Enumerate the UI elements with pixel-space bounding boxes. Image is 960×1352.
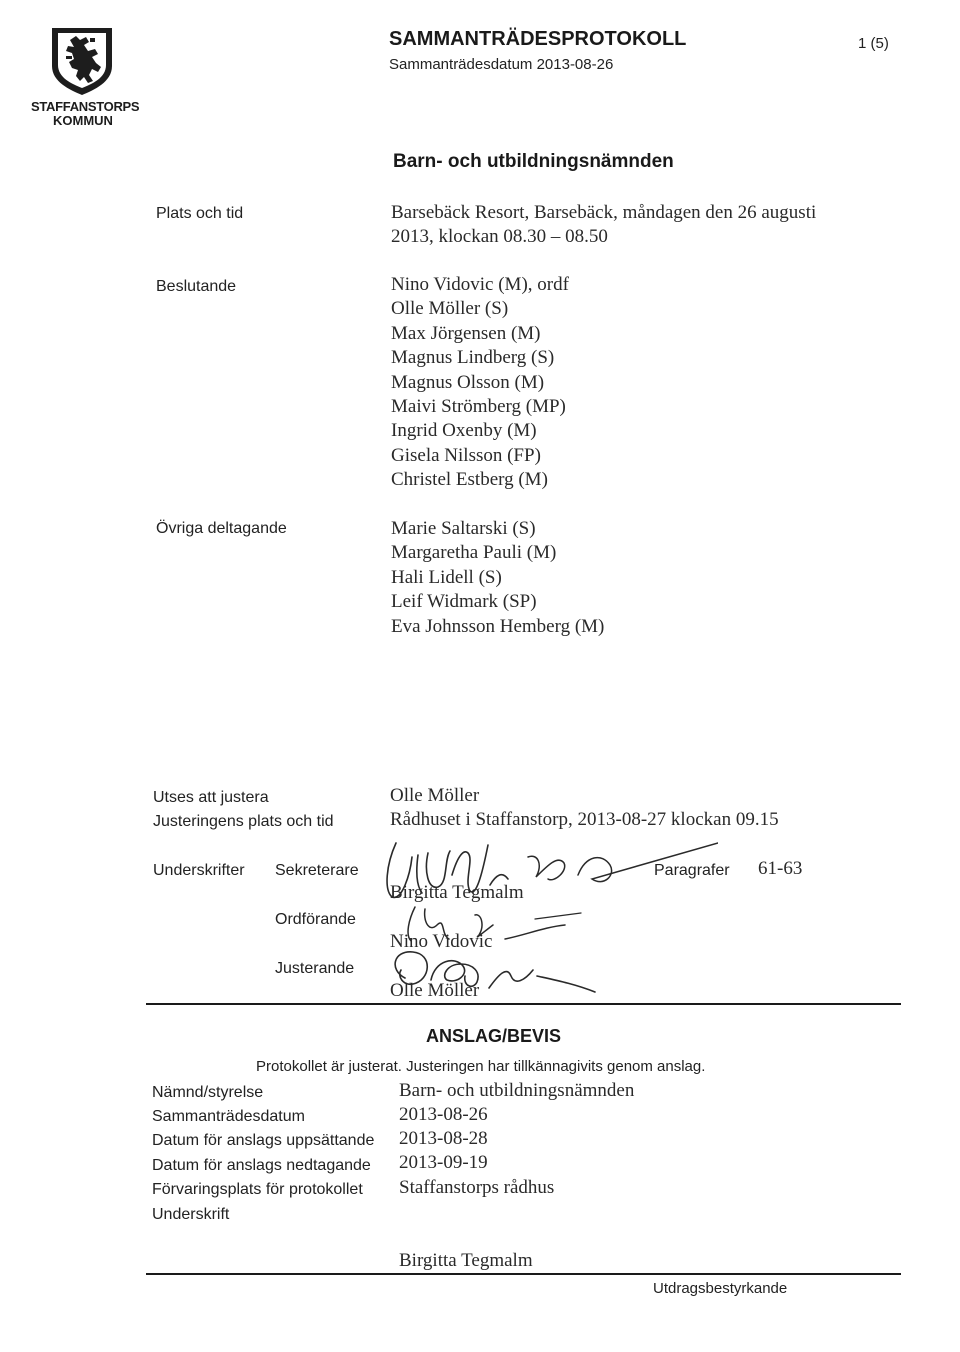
place-time-label: Plats och tid	[156, 205, 244, 222]
participant-name: Hali Lidell (S)	[391, 566, 502, 588]
secretary-label: Sekreterare	[275, 862, 359, 879]
member-name: Christel Estberg (M)	[391, 469, 548, 491]
meeting-date: Sammanträdesdatum 2013-08-26	[389, 56, 614, 73]
adjustment-place-time-value: Rådhuset i Staffanstorp, 2013-08-27 klockan 09.15	[390, 809, 779, 830]
notice-row-value: Barn- och utbildningsnämnden	[399, 1080, 635, 1101]
member-name: Olle Möller (S)	[391, 298, 509, 320]
notice-title: ANSLAG/BEVIS	[426, 1026, 562, 1046]
notice-row-label: Datum för anslags nedtagande	[152, 1157, 371, 1174]
notice-row-label: Förvaringsplats för protokollet	[152, 1181, 363, 1198]
participant-name: Marie Saltarski (S)	[391, 518, 536, 539]
adjuster-signature	[385, 940, 625, 1000]
member-name: Gisela Nilsson (FP)	[391, 444, 541, 466]
other-participants-label: Övriga deltagande	[156, 520, 287, 537]
footer-certification: Utdragsbestyrkande	[653, 1280, 788, 1297]
notice-row-label: Nämnd/styrelse	[152, 1084, 264, 1101]
participant-name: Margaretha Pauli (M)	[391, 542, 557, 564]
place-time-value	[391, 201, 816, 250]
adjuster-appointed-value: Olle Möller	[390, 785, 480, 806]
member-name: Magnus Lindberg (S)	[391, 347, 555, 369]
participant-name: Eva Johnsson Hemberg (M)	[391, 615, 605, 637]
member-name: Nino Vidovic (M), ordf	[391, 274, 569, 295]
adjuster-name: Olle Möller	[390, 980, 480, 1001]
org-name-line2: KOMMUN	[53, 113, 113, 128]
participant-name: Leif Widmark (SP)	[391, 591, 537, 613]
place-time-line: Barsebäck Resort, Barsebäck, måndagen den 26 augusti	[391, 202, 817, 223]
adjustment-place-time-label: Justeringens plats och tid	[153, 813, 334, 830]
notice-row-label: Datum för anslags uppsättande	[152, 1132, 375, 1149]
place-time-line: 2013, klockan 08.30 – 08.50	[391, 226, 608, 248]
notice-row-value: Staffanstorps rådhus	[399, 1177, 555, 1198]
member-name: Max Jörgensen (M)	[391, 322, 541, 344]
section-divider	[146, 1003, 901, 1005]
chair-label: Ordförande	[275, 911, 356, 928]
page-number: 1 (5)	[858, 35, 889, 52]
document-type: SAMMANTRÄDESPROTOKOLL	[389, 28, 687, 50]
signatures-label: Underskrifter	[153, 862, 245, 879]
org-name-line1: STAFFANSTORPS	[31, 99, 140, 114]
notice-row-value: 2013-08-26	[399, 1104, 488, 1125]
notice-statement: Protokollet är justerat. Justeringen har tillkännagivits genom anslag.	[256, 1058, 706, 1075]
decision-makers-label: Beslutande	[156, 278, 237, 295]
member-name: Magnus Olsson (M)	[391, 371, 545, 393]
secretary-name: Birgitta Tegmalm	[390, 882, 524, 903]
adjuster-appointed-label: Utses att justera	[153, 789, 269, 806]
board-title: Barn- och utbildningsnämnden	[393, 151, 674, 172]
notice-signature-label: Underskrift	[152, 1206, 230, 1223]
paragraphs-value: 61-63	[758, 858, 803, 879]
municipality-logo	[50, 26, 114, 101]
decision-makers-list	[391, 273, 569, 493]
member-name: Maivi Strömberg (MP)	[391, 396, 566, 418]
adjuster-label: Justerande	[275, 960, 355, 977]
notice-row-label: Sammanträdesdatum	[152, 1108, 305, 1125]
notice-row-value: 2013-09-19	[399, 1152, 488, 1173]
coat-of-arms-icon	[50, 26, 114, 96]
member-name: Ingrid Oxenby (M)	[391, 420, 537, 442]
other-participants-list	[391, 517, 604, 639]
notice-signature-name: Birgitta Tegmalm	[399, 1250, 533, 1271]
bottom-divider	[146, 1273, 901, 1275]
paragraphs-label: Paragrafer	[654, 862, 730, 879]
notice-row-value: 2013-08-28	[399, 1128, 488, 1149]
chair-name: Nino Vidovic	[390, 931, 493, 952]
